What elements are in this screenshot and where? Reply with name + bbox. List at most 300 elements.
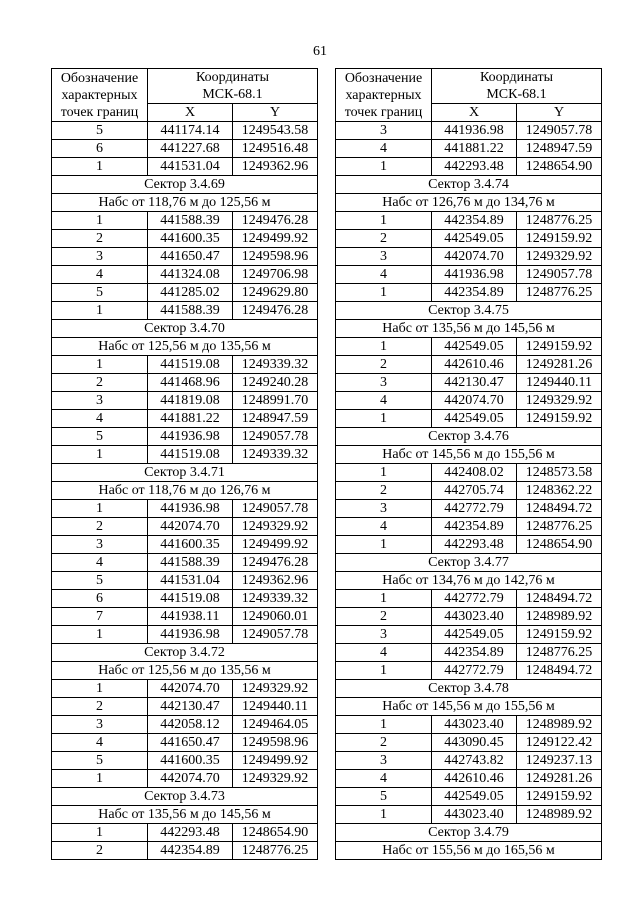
x-coordinate-cell: 441600.35 bbox=[148, 536, 233, 554]
y-coordinate-cell: 1249339.32 bbox=[233, 590, 318, 608]
table-row bbox=[336, 734, 602, 752]
table-row bbox=[52, 392, 318, 410]
point-number-cell: 5 bbox=[52, 572, 148, 590]
point-number-cell: 3 bbox=[336, 500, 432, 518]
point-number-cell: 2 bbox=[336, 734, 432, 752]
sector-height-range: Набс от 118,76 м до 125,56 м bbox=[52, 194, 318, 212]
sector-title-row bbox=[336, 680, 602, 698]
x-coordinate-cell: 442408.02 bbox=[432, 464, 517, 482]
point-number-cell: 1 bbox=[336, 662, 432, 680]
point-number-cell: 1 bbox=[52, 158, 148, 176]
sector-title-row bbox=[52, 320, 318, 338]
y-coordinate-cell: 1249598.96 bbox=[233, 248, 318, 266]
y-coordinate-cell: 1249476.28 bbox=[233, 554, 318, 572]
y-coordinate-cell: 1249499.92 bbox=[233, 752, 318, 770]
table-row bbox=[52, 698, 318, 716]
coordinates-header-line: Координаты bbox=[480, 70, 553, 85]
table-row bbox=[52, 536, 318, 554]
table-row bbox=[52, 374, 318, 392]
x-coordinate-cell: 441588.39 bbox=[148, 212, 233, 230]
sector-title-row bbox=[52, 464, 318, 482]
table-row bbox=[52, 140, 318, 158]
sector-title-row bbox=[52, 644, 318, 662]
table-row bbox=[52, 554, 318, 572]
point-number-cell: 5 bbox=[52, 284, 148, 302]
y-column-header: Y bbox=[233, 104, 318, 122]
x-column-header: X bbox=[148, 104, 233, 122]
sector-height-row bbox=[52, 662, 318, 680]
table-row bbox=[52, 572, 318, 590]
table-row bbox=[52, 266, 318, 284]
table-row bbox=[52, 122, 318, 140]
x-coordinate-cell: 441936.98 bbox=[432, 266, 517, 284]
point-number-cell: 1 bbox=[336, 806, 432, 824]
point-number-cell: 2 bbox=[52, 230, 148, 248]
table-row bbox=[336, 752, 602, 770]
point-number-cell: 2 bbox=[336, 356, 432, 374]
x-coordinate-cell: 441936.98 bbox=[148, 626, 233, 644]
x-coordinate-cell: 441468.96 bbox=[148, 374, 233, 392]
y-coordinate-cell: 1248362.22 bbox=[517, 482, 602, 500]
point-number-cell: 2 bbox=[336, 482, 432, 500]
y-coordinate-cell: 1248776.25 bbox=[517, 212, 602, 230]
y-coordinate-cell: 1249499.92 bbox=[233, 230, 318, 248]
x-coordinate-cell: 441936.98 bbox=[148, 428, 233, 446]
table-row bbox=[52, 608, 318, 626]
y-coordinate-cell: 1249159.92 bbox=[517, 338, 602, 356]
y-coordinate-cell: 1249281.26 bbox=[517, 770, 602, 788]
x-coordinate-cell: 442074.70 bbox=[148, 518, 233, 536]
header-label-line: точек границ bbox=[344, 104, 423, 120]
point-number-cell: 4 bbox=[336, 266, 432, 284]
sector-height-row bbox=[336, 842, 602, 860]
table-row bbox=[336, 248, 602, 266]
y-coordinate-cell: 1249122.42 bbox=[517, 734, 602, 752]
y-coordinate-cell: 1249057.78 bbox=[517, 266, 602, 284]
sector-title: Сектор 3.4.77 bbox=[336, 554, 602, 572]
sector-height-row bbox=[336, 320, 602, 338]
y-coordinate-cell: 1249516.48 bbox=[233, 140, 318, 158]
table-row bbox=[336, 716, 602, 734]
y-coordinate-cell: 1249329.92 bbox=[517, 392, 602, 410]
y-coordinate-cell: 1249329.92 bbox=[233, 680, 318, 698]
table-row bbox=[336, 482, 602, 500]
x-coordinate-cell: 441588.39 bbox=[148, 302, 233, 320]
x-coordinate-cell: 442549.05 bbox=[432, 410, 517, 428]
y-coordinate-cell: 1249440.11 bbox=[233, 698, 318, 716]
table-row bbox=[336, 374, 602, 392]
y-coordinate-cell: 1249706.98 bbox=[233, 266, 318, 284]
table-row bbox=[52, 446, 318, 464]
x-coordinate-cell: 441881.22 bbox=[148, 410, 233, 428]
point-number-cell: 3 bbox=[336, 752, 432, 770]
x-coordinate-cell: 441519.08 bbox=[148, 356, 233, 374]
sector-height-range: Набс от 125,56 м до 135,56 м bbox=[52, 662, 318, 680]
table-row bbox=[52, 410, 318, 428]
x-coordinate-cell: 443023.40 bbox=[432, 608, 517, 626]
x-coordinate-cell: 442549.05 bbox=[432, 338, 517, 356]
coordinates-table-right bbox=[335, 68, 602, 860]
point-number-cell: 2 bbox=[52, 374, 148, 392]
y-coordinate-cell: 1249057.78 bbox=[233, 428, 318, 446]
point-number-cell: 2 bbox=[52, 842, 148, 860]
sector-title-row bbox=[336, 176, 602, 194]
x-coordinate-cell: 441531.04 bbox=[148, 158, 233, 176]
table-row bbox=[52, 680, 318, 698]
table-row bbox=[52, 824, 318, 842]
point-number-cell: 5 bbox=[52, 122, 148, 140]
header-label-line: Обозначение bbox=[344, 70, 423, 86]
coordinates-header-line: Координаты bbox=[196, 70, 269, 85]
x-coordinate-cell: 442705.74 bbox=[432, 482, 517, 500]
point-number-cell: 3 bbox=[336, 122, 432, 140]
y-coordinate-cell: 1249499.92 bbox=[233, 536, 318, 554]
x-coordinate-cell: 441531.04 bbox=[148, 572, 233, 590]
x-coordinate-cell: 442772.79 bbox=[432, 662, 517, 680]
x-coordinate-cell: 441174.14 bbox=[148, 122, 233, 140]
header-label-line: характерных bbox=[345, 87, 422, 103]
sector-height-row bbox=[52, 806, 318, 824]
y-coordinate-cell: 1249543.58 bbox=[233, 122, 318, 140]
y-coordinate-cell: 1249240.28 bbox=[233, 374, 318, 392]
sector-title: Сектор 3.4.74 bbox=[336, 176, 602, 194]
y-coordinate-cell: 1249159.92 bbox=[517, 230, 602, 248]
y-coordinate-cell: 1249476.28 bbox=[233, 302, 318, 320]
sector-title: Сектор 3.4.76 bbox=[336, 428, 602, 446]
table-row bbox=[52, 518, 318, 536]
table-row bbox=[52, 230, 318, 248]
point-number-cell: 1 bbox=[52, 302, 148, 320]
point-number-cell: 3 bbox=[336, 374, 432, 392]
point-number-cell: 6 bbox=[52, 590, 148, 608]
table-row bbox=[336, 464, 602, 482]
table-row bbox=[336, 410, 602, 428]
x-coordinate-cell: 441227.68 bbox=[148, 140, 233, 158]
table-row bbox=[336, 266, 602, 284]
table-row bbox=[336, 140, 602, 158]
y-coordinate-cell: 1248654.90 bbox=[233, 824, 318, 842]
point-number-cell: 3 bbox=[52, 248, 148, 266]
x-coordinate-cell: 442549.05 bbox=[432, 788, 517, 806]
y-coordinate-cell: 1249060.01 bbox=[233, 608, 318, 626]
sector-height-row bbox=[52, 194, 318, 212]
x-coordinate-cell: 442354.89 bbox=[432, 212, 517, 230]
x-coordinate-cell: 443023.40 bbox=[432, 806, 517, 824]
x-coordinate-cell: 442549.05 bbox=[432, 230, 517, 248]
table-row bbox=[336, 212, 602, 230]
point-number-cell: 1 bbox=[336, 338, 432, 356]
x-coordinate-cell: 443023.40 bbox=[432, 716, 517, 734]
point-number-cell: 5 bbox=[52, 752, 148, 770]
point-number-cell: 1 bbox=[52, 824, 148, 842]
x-coordinate-cell: 441881.22 bbox=[432, 140, 517, 158]
x-coordinate-cell: 441650.47 bbox=[148, 734, 233, 752]
table-row bbox=[52, 626, 318, 644]
x-coordinate-cell: 442293.48 bbox=[148, 824, 233, 842]
table-row bbox=[52, 842, 318, 860]
table-row bbox=[336, 122, 602, 140]
header-label-line: точек границ bbox=[60, 104, 139, 120]
sector-title-row bbox=[336, 428, 602, 446]
table-row bbox=[52, 734, 318, 752]
x-coordinate-cell: 442354.89 bbox=[432, 644, 517, 662]
table-body-left bbox=[52, 122, 318, 860]
point-number-cell: 5 bbox=[52, 428, 148, 446]
point-number-cell: 1 bbox=[52, 446, 148, 464]
y-coordinate-cell: 1249329.92 bbox=[233, 770, 318, 788]
table-row bbox=[52, 302, 318, 320]
y-coordinate-cell: 1248989.92 bbox=[517, 806, 602, 824]
x-coordinate-cell: 442610.46 bbox=[432, 356, 517, 374]
y-coordinate-cell: 1249629.80 bbox=[233, 284, 318, 302]
point-number-cell: 2 bbox=[52, 518, 148, 536]
page-number: 61 bbox=[313, 44, 327, 59]
table-row bbox=[52, 428, 318, 446]
table-row bbox=[52, 356, 318, 374]
sector-title: Сектор 3.4.69 bbox=[52, 176, 318, 194]
y-coordinate-cell: 1249476.28 bbox=[233, 212, 318, 230]
point-number-cell: 4 bbox=[336, 770, 432, 788]
y-coordinate-cell: 1249362.96 bbox=[233, 158, 318, 176]
table-row bbox=[336, 392, 602, 410]
point-number-cell: 1 bbox=[336, 212, 432, 230]
table-row bbox=[336, 770, 602, 788]
point-number-cell: 1 bbox=[336, 536, 432, 554]
table-row bbox=[336, 284, 602, 302]
table-row bbox=[336, 806, 602, 824]
x-coordinate-cell: 442610.46 bbox=[432, 770, 517, 788]
table-row bbox=[52, 500, 318, 518]
point-number-cell: 4 bbox=[52, 266, 148, 284]
point-number-cell: 1 bbox=[52, 356, 148, 374]
sector-title: Сектор 3.4.71 bbox=[52, 464, 318, 482]
x-coordinate-cell: 442130.47 bbox=[148, 698, 233, 716]
sector-title: Сектор 3.4.75 bbox=[336, 302, 602, 320]
y-coordinate-cell: 1249281.26 bbox=[517, 356, 602, 374]
sector-title: Сектор 3.4.79 bbox=[336, 824, 602, 842]
x-coordinate-cell: 441519.08 bbox=[148, 590, 233, 608]
x-coordinate-cell: 442074.70 bbox=[432, 392, 517, 410]
y-coordinate-cell: 1249440.11 bbox=[517, 374, 602, 392]
table-row bbox=[336, 644, 602, 662]
table-row bbox=[336, 230, 602, 248]
point-number-cell: 1 bbox=[336, 284, 432, 302]
x-coordinate-cell: 442058.12 bbox=[148, 716, 233, 734]
y-coordinate-cell: 1248573.58 bbox=[517, 464, 602, 482]
y-coordinate-cell: 1248947.59 bbox=[517, 140, 602, 158]
y-coordinate-cell: 1249339.32 bbox=[233, 356, 318, 374]
y-coordinate-cell: 1248776.25 bbox=[233, 842, 318, 860]
y-coordinate-cell: 1249598.96 bbox=[233, 734, 318, 752]
x-coordinate-cell: 441938.11 bbox=[148, 608, 233, 626]
y-coordinate-cell: 1248494.72 bbox=[517, 590, 602, 608]
x-coordinate-cell: 442743.82 bbox=[432, 752, 517, 770]
sector-title-row bbox=[52, 176, 318, 194]
x-coordinate-cell: 442549.05 bbox=[432, 626, 517, 644]
point-number-cell: 1 bbox=[52, 212, 148, 230]
table-row bbox=[52, 284, 318, 302]
sector-title-row bbox=[52, 788, 318, 806]
y-coordinate-cell: 1248989.92 bbox=[517, 608, 602, 626]
sector-title-row bbox=[336, 302, 602, 320]
coordinates-header-line: МСК-68.1 bbox=[486, 87, 547, 102]
point-number-cell: 1 bbox=[52, 626, 148, 644]
point-number-cell: 4 bbox=[336, 518, 432, 536]
sector-height-range: Набс от 135,56 м до 145,56 м bbox=[52, 806, 318, 824]
sector-title: Сектор 3.4.78 bbox=[336, 680, 602, 698]
y-coordinate-cell: 1248654.90 bbox=[517, 536, 602, 554]
table-body-right bbox=[336, 122, 602, 860]
table-row bbox=[336, 626, 602, 644]
sector-title: Сектор 3.4.73 bbox=[52, 788, 318, 806]
x-coordinate-cell: 441285.02 bbox=[148, 284, 233, 302]
y-coordinate-cell: 1248991.70 bbox=[233, 392, 318, 410]
table-row bbox=[336, 356, 602, 374]
header-label-line: Обозначение bbox=[60, 70, 139, 86]
y-coordinate-cell: 1249329.92 bbox=[517, 248, 602, 266]
table-row bbox=[52, 752, 318, 770]
point-number-cell: 3 bbox=[52, 536, 148, 554]
y-coordinate-cell: 1249057.78 bbox=[233, 626, 318, 644]
x-coordinate-cell: 442772.79 bbox=[432, 500, 517, 518]
point-number-cell: 4 bbox=[52, 410, 148, 428]
y-coordinate-cell: 1249339.32 bbox=[233, 446, 318, 464]
x-coordinate-cell: 443090.45 bbox=[432, 734, 517, 752]
sector-height-range: Набс от 134,76 м до 142,76 м bbox=[336, 572, 602, 590]
sector-height-row bbox=[336, 446, 602, 464]
point-number-cell: 4 bbox=[336, 140, 432, 158]
x-coordinate-cell: 442074.70 bbox=[432, 248, 517, 266]
x-coordinate-cell: 441936.98 bbox=[148, 500, 233, 518]
sector-height-row bbox=[336, 572, 602, 590]
point-number-cell: 7 bbox=[52, 608, 148, 626]
point-number-cell: 1 bbox=[336, 464, 432, 482]
sector-height-range: Набс от 155,56 м до 165,56 м bbox=[336, 842, 602, 860]
y-coordinate-cell: 1249159.92 bbox=[517, 410, 602, 428]
y-coordinate-cell: 1248776.25 bbox=[517, 518, 602, 536]
x-column-header: X bbox=[432, 104, 517, 122]
x-coordinate-cell: 441819.08 bbox=[148, 392, 233, 410]
y-coordinate-cell: 1248947.59 bbox=[233, 410, 318, 428]
sector-height-range: Набс от 125,56 м до 135,56 м bbox=[52, 338, 318, 356]
sector-height-row bbox=[336, 698, 602, 716]
sector-title: Сектор 3.4.72 bbox=[52, 644, 318, 662]
sector-title: Сектор 3.4.70 bbox=[52, 320, 318, 338]
sector-title-row bbox=[336, 824, 602, 842]
coordinates-header bbox=[148, 69, 318, 104]
y-coordinate-cell: 1248494.72 bbox=[517, 500, 602, 518]
sector-height-range: Набс от 145,56 м до 155,56 м bbox=[336, 698, 602, 716]
coordinates-header-line: МСК-68.1 bbox=[202, 87, 263, 102]
header-label-line: характерных bbox=[61, 87, 138, 103]
y-coordinate-cell: 1249237.13 bbox=[517, 752, 602, 770]
point-number-cell: 1 bbox=[336, 158, 432, 176]
x-coordinate-cell: 442074.70 bbox=[148, 770, 233, 788]
point-number-cell: 2 bbox=[336, 608, 432, 626]
x-coordinate-cell: 442354.89 bbox=[148, 842, 233, 860]
table-row bbox=[336, 536, 602, 554]
y-coordinate-cell: 1248494.72 bbox=[517, 662, 602, 680]
table-row bbox=[336, 788, 602, 806]
y-coordinate-cell: 1248654.90 bbox=[517, 158, 602, 176]
sector-height-row bbox=[336, 194, 602, 212]
point-number-cell: 1 bbox=[336, 410, 432, 428]
point-number-cell: 2 bbox=[52, 698, 148, 716]
y-coordinate-cell: 1248776.25 bbox=[517, 284, 602, 302]
x-coordinate-cell: 441519.08 bbox=[148, 446, 233, 464]
y-coordinate-cell: 1248776.25 bbox=[517, 644, 602, 662]
table-row bbox=[52, 770, 318, 788]
x-coordinate-cell: 442074.70 bbox=[148, 680, 233, 698]
table-row bbox=[336, 608, 602, 626]
y-coordinate-cell: 1249464.05 bbox=[233, 716, 318, 734]
table-row bbox=[52, 212, 318, 230]
y-column-header: Y bbox=[517, 104, 602, 122]
x-coordinate-cell: 441588.39 bbox=[148, 554, 233, 572]
x-coordinate-cell: 442293.48 bbox=[432, 158, 517, 176]
table-row bbox=[52, 716, 318, 734]
y-coordinate-cell: 1249057.78 bbox=[517, 122, 602, 140]
boundary-points-header bbox=[52, 69, 148, 122]
point-number-cell: 1 bbox=[336, 590, 432, 608]
y-coordinate-cell: 1249057.78 bbox=[233, 500, 318, 518]
y-coordinate-cell: 1249362.96 bbox=[233, 572, 318, 590]
sector-height-row bbox=[52, 338, 318, 356]
x-coordinate-cell: 442354.89 bbox=[432, 518, 517, 536]
point-number-cell: 4 bbox=[52, 734, 148, 752]
table-row bbox=[336, 158, 602, 176]
table-row bbox=[336, 338, 602, 356]
x-coordinate-cell: 442772.79 bbox=[432, 590, 517, 608]
x-coordinate-cell: 442130.47 bbox=[432, 374, 517, 392]
point-number-cell: 3 bbox=[336, 626, 432, 644]
y-coordinate-cell: 1249159.92 bbox=[517, 626, 602, 644]
table-row bbox=[336, 662, 602, 680]
point-number-cell: 3 bbox=[52, 392, 148, 410]
point-number-cell: 1 bbox=[52, 500, 148, 518]
sector-title-row bbox=[336, 554, 602, 572]
table-row bbox=[336, 518, 602, 536]
sector-height-range: Набс от 126,76 м до 134,76 м bbox=[336, 194, 602, 212]
y-coordinate-cell: 1248989.92 bbox=[517, 716, 602, 734]
point-number-cell: 4 bbox=[336, 392, 432, 410]
table-row bbox=[336, 500, 602, 518]
point-number-cell: 1 bbox=[336, 716, 432, 734]
sector-height-row bbox=[52, 482, 318, 500]
point-number-cell: 3 bbox=[336, 248, 432, 266]
point-number-cell: 5 bbox=[336, 788, 432, 806]
point-number-cell: 6 bbox=[52, 140, 148, 158]
table-row bbox=[52, 590, 318, 608]
sector-height-range: Набс от 135,56 м до 145,56 м bbox=[336, 320, 602, 338]
x-coordinate-cell: 441324.08 bbox=[148, 266, 233, 284]
coordinates-table-left bbox=[51, 68, 318, 860]
point-number-cell: 4 bbox=[336, 644, 432, 662]
table-row bbox=[52, 158, 318, 176]
coordinates-header bbox=[432, 69, 602, 104]
x-coordinate-cell: 441600.35 bbox=[148, 752, 233, 770]
x-coordinate-cell: 442293.48 bbox=[432, 536, 517, 554]
boundary-points-header bbox=[336, 69, 432, 122]
y-coordinate-cell: 1249329.92 bbox=[233, 518, 318, 536]
table-row bbox=[52, 248, 318, 266]
point-number-cell: 3 bbox=[52, 716, 148, 734]
y-coordinate-cell: 1249159.92 bbox=[517, 788, 602, 806]
point-number-cell: 2 bbox=[336, 230, 432, 248]
table-row bbox=[336, 590, 602, 608]
sector-height-range: Набс от 145,56 м до 155,56 м bbox=[336, 446, 602, 464]
point-number-cell: 1 bbox=[52, 680, 148, 698]
